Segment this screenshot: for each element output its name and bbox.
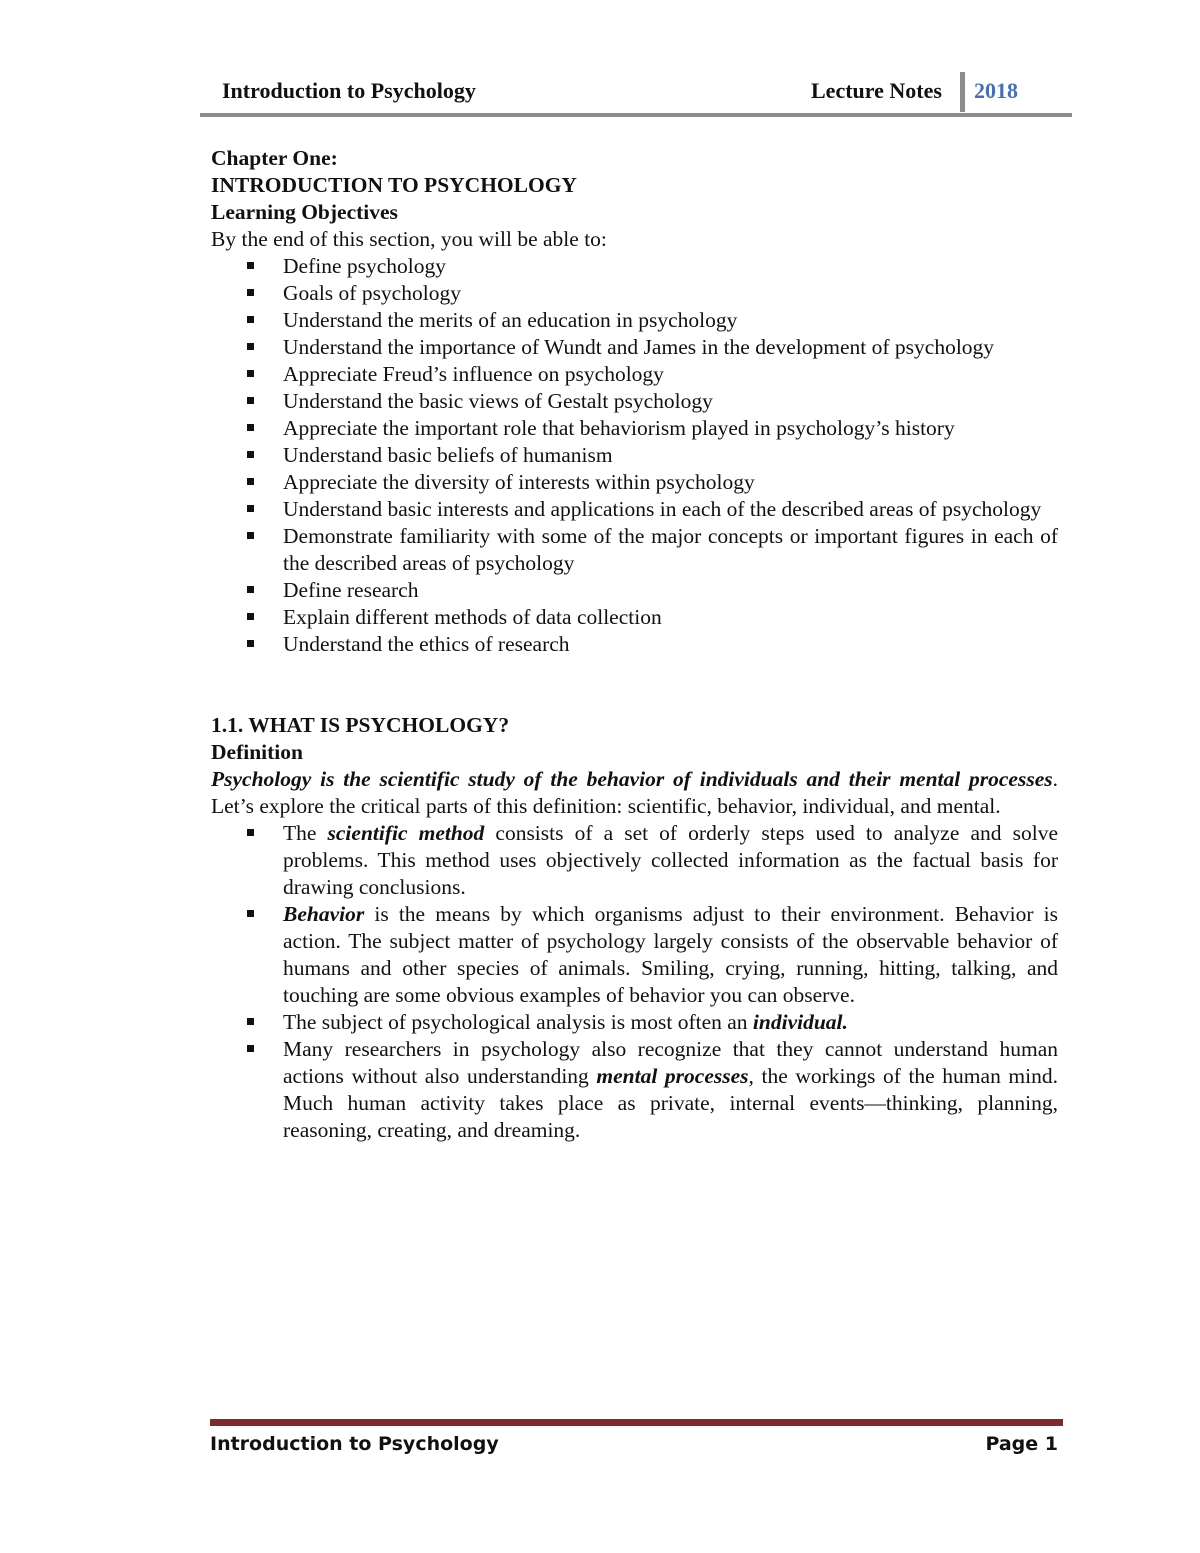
definition-list xyxy=(211,820,1058,1144)
definition-rest: . Let’s explore the critical parts of this definition: scientific, behavior, individual, and mental. xyxy=(211,767,1058,818)
footer-title: Introduction to Psychology xyxy=(210,1433,499,1455)
page-content xyxy=(211,145,1058,1144)
list-item: Understand basic interests and applications in each of the described areas of psychology xyxy=(283,496,1058,523)
header-notes: Lecture Notes xyxy=(811,78,942,103)
header-rule xyxy=(200,113,1072,117)
list-item: Understand the importance of Wundt and James in the development of psychology xyxy=(283,334,1058,361)
list-item: Understand the basic views of Gestalt psychology xyxy=(283,388,1058,415)
footer-rule xyxy=(210,1419,1063,1426)
bullet-term: mental processes xyxy=(596,1064,749,1088)
page-number: Page 1 xyxy=(985,1433,1058,1455)
bullet-text: The xyxy=(283,821,328,845)
header-title: Introduction to Psychology xyxy=(222,78,476,103)
list-item: Appreciate the important role that behaviorism played in psychology’s history xyxy=(283,415,1058,442)
list-item: Understand basic beliefs of humanism xyxy=(283,442,1058,469)
objectives-heading: Learning Objectives xyxy=(211,200,398,224)
section-subheading: Definition xyxy=(211,740,303,764)
bullet-text: Many researchers in psychology also recognize that they cannot understand human actions without also understanding xyxy=(283,1037,1058,1088)
bullet-term: Behavior xyxy=(283,902,365,926)
header-separator xyxy=(960,72,965,112)
bullet-text: is the means by which organisms adjust to their environment. Behavior is action. The subject matter of psychology largely consists of the observable behavior of humans and other species of animals. Smiling, crying, running, hitting, talking, and touching are some obvious examples of behavior you can observe. xyxy=(283,902,1058,1007)
list-item: Appreciate Freud’s influence on psychology xyxy=(283,361,1058,388)
bullet-text: The subject of psychological analysis is most often an xyxy=(283,1010,753,1034)
list-item xyxy=(283,1009,1058,1036)
list-item: Explain different methods of data collection xyxy=(283,604,1058,631)
list-item: Understand the ethics of research xyxy=(283,631,1058,658)
header-year: 2018 xyxy=(974,78,1018,103)
definition-bold: Psychology is the scientific study of the behavior of individuals and their mental processes xyxy=(211,767,1053,791)
list-item: Goals of psychology xyxy=(283,280,1058,307)
list-item xyxy=(283,820,1058,901)
bullet-text: , the workings of the human mind. Much human activity takes place as private, internal events—thinking, planning, reasoning, creating, and dreaming. xyxy=(283,1064,1058,1142)
bullet-text: consists of a set of orderly steps used to analyze and solve problems. This method uses objectively collected information as the factual basis for drawing conclusions. xyxy=(283,821,1058,899)
section-heading: 1.1. WHAT IS PSYCHOLOGY? xyxy=(211,713,510,737)
chapter-label: Chapter One: xyxy=(211,146,338,170)
list-item xyxy=(283,901,1058,1009)
objectives-intro: By the end of this section, you will be able to: xyxy=(211,227,607,251)
chapter-title: INTRODUCTION TO PSYCHOLOGY xyxy=(211,173,577,197)
list-item: Understand the merits of an education in psychology xyxy=(283,307,1058,334)
list-item: Demonstrate familiarity with some of the major concepts or important figures in each of the described areas of psychology xyxy=(283,524,1058,575)
objectives-list xyxy=(211,253,1058,658)
bullet-term: individual. xyxy=(752,1010,848,1034)
list-item: Define research xyxy=(283,577,1058,604)
list-item xyxy=(283,1036,1058,1144)
list-item: Define psychology xyxy=(283,253,1058,280)
definition-paragraph xyxy=(211,766,1058,820)
list-item: Appreciate the diversity of interests within psychology xyxy=(283,469,1058,496)
bullet-term: scientific method xyxy=(327,821,485,845)
